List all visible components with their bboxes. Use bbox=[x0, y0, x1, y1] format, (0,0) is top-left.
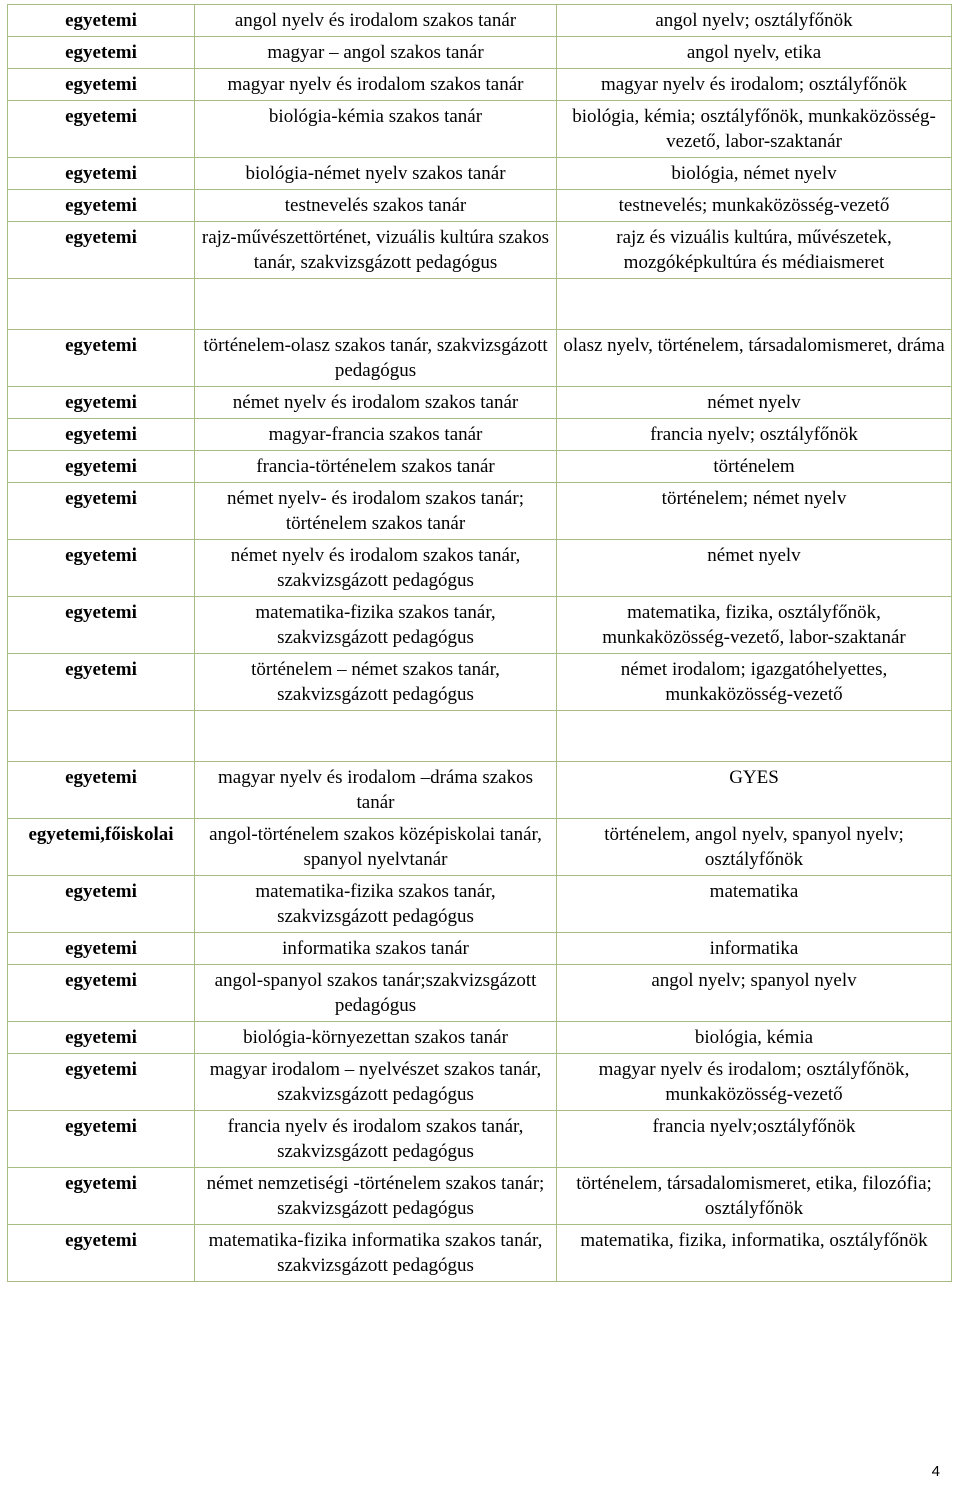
qualification-cell: biológia-kémia szakos tanár bbox=[195, 101, 557, 158]
table-row bbox=[8, 158, 952, 190]
qualification-cell: magyar irodalom – nyelvészet szakos tanár, szakvizsgázott pedagógus bbox=[195, 1054, 557, 1111]
table-row bbox=[8, 597, 952, 654]
degree-cell: egyetemi bbox=[8, 483, 195, 540]
degree-cell: egyetemi bbox=[8, 540, 195, 597]
subjects-cell: magyar nyelv és irodalom; osztályfőnök, munkaközösség-vezető bbox=[557, 1054, 952, 1111]
subjects-cell: német nyelv bbox=[557, 387, 952, 419]
table-row bbox=[8, 965, 952, 1022]
subjects-cell: matematika bbox=[557, 876, 952, 933]
degree-cell: egyetemi bbox=[8, 1111, 195, 1168]
degree-cell: egyetemi bbox=[8, 101, 195, 158]
spacer-row bbox=[8, 711, 952, 762]
qualification-cell: angol-spanyol szakos tanár;szakvizsgázott pedagógus bbox=[195, 965, 557, 1022]
qualification-cell: matematika-fizika szakos tanár, szakvizsgázott pedagógus bbox=[195, 597, 557, 654]
spacer-cell bbox=[8, 279, 195, 330]
qualification-cell: matematika-fizika informatika szakos tanár, szakvizsgázott pedagógus bbox=[195, 1225, 557, 1282]
staff-table-body bbox=[8, 5, 952, 1282]
subjects-cell: német nyelv bbox=[557, 540, 952, 597]
table-row bbox=[8, 222, 952, 279]
degree-cell: egyetemi bbox=[8, 222, 195, 279]
qualification-cell: német nyelv és irodalom szakos tanár bbox=[195, 387, 557, 419]
table-row bbox=[8, 419, 952, 451]
qualification-cell: informatika szakos tanár bbox=[195, 933, 557, 965]
table-row bbox=[8, 540, 952, 597]
subjects-cell: történelem, angol nyelv, spanyol nyelv; osztályfőnök bbox=[557, 819, 952, 876]
qualification-cell: magyar-francia szakos tanár bbox=[195, 419, 557, 451]
qualification-cell: testnevelés szakos tanár bbox=[195, 190, 557, 222]
table-row bbox=[8, 876, 952, 933]
degree-cell: egyetemi bbox=[8, 597, 195, 654]
degree-cell: egyetemi bbox=[8, 762, 195, 819]
table-row bbox=[8, 933, 952, 965]
table-row bbox=[8, 5, 952, 37]
qualification-cell: történelem-olasz szakos tanár, szakvizsgázott pedagógus bbox=[195, 330, 557, 387]
staff-table bbox=[7, 4, 952, 1282]
subjects-cell: rajz és vizuális kultúra, művészetek, mozgóképkultúra és médiaismeret bbox=[557, 222, 952, 279]
degree-cell: egyetemi bbox=[8, 69, 195, 101]
subjects-cell: történelem bbox=[557, 451, 952, 483]
subjects-cell: testnevelés; munkaközösség-vezető bbox=[557, 190, 952, 222]
degree-cell: egyetemi bbox=[8, 876, 195, 933]
qualification-cell: magyar nyelv és irodalom –dráma szakos tanár bbox=[195, 762, 557, 819]
subjects-cell: francia nyelv; osztályfőnök bbox=[557, 419, 952, 451]
table-row bbox=[8, 451, 952, 483]
degree-cell: egyetemi bbox=[8, 387, 195, 419]
degree-cell: egyetemi bbox=[8, 451, 195, 483]
subjects-cell: történelem; német nyelv bbox=[557, 483, 952, 540]
table-row bbox=[8, 762, 952, 819]
degree-cell: egyetemi bbox=[8, 1225, 195, 1282]
table-row bbox=[8, 1168, 952, 1225]
table-row bbox=[8, 101, 952, 158]
subjects-cell: angol nyelv, etika bbox=[557, 37, 952, 69]
qualification-cell: német nemzetiségi -történelem szakos tanár; szakvizsgázott pedagógus bbox=[195, 1168, 557, 1225]
table-row bbox=[8, 654, 952, 711]
qualification-cell: francia-történelem szakos tanár bbox=[195, 451, 557, 483]
table-row bbox=[8, 190, 952, 222]
spacer-row bbox=[8, 279, 952, 330]
table-row bbox=[8, 1022, 952, 1054]
qualification-cell: magyar – angol szakos tanár bbox=[195, 37, 557, 69]
subjects-cell: francia nyelv;osztályfőnök bbox=[557, 1111, 952, 1168]
qualification-cell: biológia-német nyelv szakos tanár bbox=[195, 158, 557, 190]
subjects-cell: történelem, társadalomismeret, etika, filozófia; osztályfőnök bbox=[557, 1168, 952, 1225]
spacer-cell bbox=[195, 711, 557, 762]
table-row bbox=[8, 819, 952, 876]
subjects-cell: német irodalom; igazgatóhelyettes, munkaközösség-vezető bbox=[557, 654, 952, 711]
degree-cell: egyetemi bbox=[8, 933, 195, 965]
qualification-cell: biológia-környezettan szakos tanár bbox=[195, 1022, 557, 1054]
spacer-cell bbox=[195, 279, 557, 330]
qualification-cell: német nyelv és irodalom szakos tanár, szakvizsgázott pedagógus bbox=[195, 540, 557, 597]
degree-cell: egyetemi,főiskolai bbox=[8, 819, 195, 876]
qualification-cell: francia nyelv és irodalom szakos tanár, szakvizsgázott pedagógus bbox=[195, 1111, 557, 1168]
qualification-cell: német nyelv- és irodalom szakos tanár; történelem szakos tanár bbox=[195, 483, 557, 540]
spacer-cell bbox=[557, 279, 952, 330]
degree-cell: egyetemi bbox=[8, 1168, 195, 1225]
subjects-cell: olasz nyelv, történelem, társadalomismeret, dráma bbox=[557, 330, 952, 387]
subjects-cell: angol nyelv; osztályfőnök bbox=[557, 5, 952, 37]
table-row bbox=[8, 387, 952, 419]
qualification-cell: angol nyelv és irodalom szakos tanár bbox=[195, 5, 557, 37]
degree-cell: egyetemi bbox=[8, 1054, 195, 1111]
degree-cell: egyetemi bbox=[8, 654, 195, 711]
table-row bbox=[8, 37, 952, 69]
table-row bbox=[8, 1054, 952, 1111]
qualification-cell: angol-történelem szakos középiskolai tanár, spanyol nyelvtanár bbox=[195, 819, 557, 876]
subjects-cell: GYES bbox=[557, 762, 952, 819]
subjects-cell: angol nyelv; spanyol nyelv bbox=[557, 965, 952, 1022]
table-row bbox=[8, 1225, 952, 1282]
spacer-cell bbox=[557, 711, 952, 762]
subjects-cell: matematika, fizika, informatika, osztályfőnök bbox=[557, 1225, 952, 1282]
degree-cell: egyetemi bbox=[8, 330, 195, 387]
qualification-cell: matematika-fizika szakos tanár, szakvizsgázott pedagógus bbox=[195, 876, 557, 933]
qualification-cell: rajz-művészettörténet, vizuális kultúra szakos tanár, szakvizsgázott pedagógus bbox=[195, 222, 557, 279]
degree-cell: egyetemi bbox=[8, 190, 195, 222]
subjects-cell: matematika, fizika, osztályfőnök, munkaközösség-vezető, labor-szaktanár bbox=[557, 597, 952, 654]
degree-cell: egyetemi bbox=[8, 37, 195, 69]
table-row bbox=[8, 330, 952, 387]
table-row bbox=[8, 1111, 952, 1168]
degree-cell: egyetemi bbox=[8, 965, 195, 1022]
subjects-cell: biológia, kémia; osztályfőnök, munkaközösség-vezető, labor-szaktanár bbox=[557, 101, 952, 158]
spacer-cell bbox=[8, 711, 195, 762]
degree-cell: egyetemi bbox=[8, 5, 195, 37]
subjects-cell: biológia, kémia bbox=[557, 1022, 952, 1054]
qualification-cell: magyar nyelv és irodalom szakos tanár bbox=[195, 69, 557, 101]
table-row bbox=[8, 483, 952, 540]
degree-cell: egyetemi bbox=[8, 1022, 195, 1054]
qualification-cell: történelem – német szakos tanár, szakvizsgázott pedagógus bbox=[195, 654, 557, 711]
page-number: 4 bbox=[931, 1463, 940, 1480]
subjects-cell: informatika bbox=[557, 933, 952, 965]
degree-cell: egyetemi bbox=[8, 419, 195, 451]
table-row bbox=[8, 69, 952, 101]
degree-cell: egyetemi bbox=[8, 158, 195, 190]
subjects-cell: biológia, német nyelv bbox=[557, 158, 952, 190]
subjects-cell: magyar nyelv és irodalom; osztályfőnök bbox=[557, 69, 952, 101]
